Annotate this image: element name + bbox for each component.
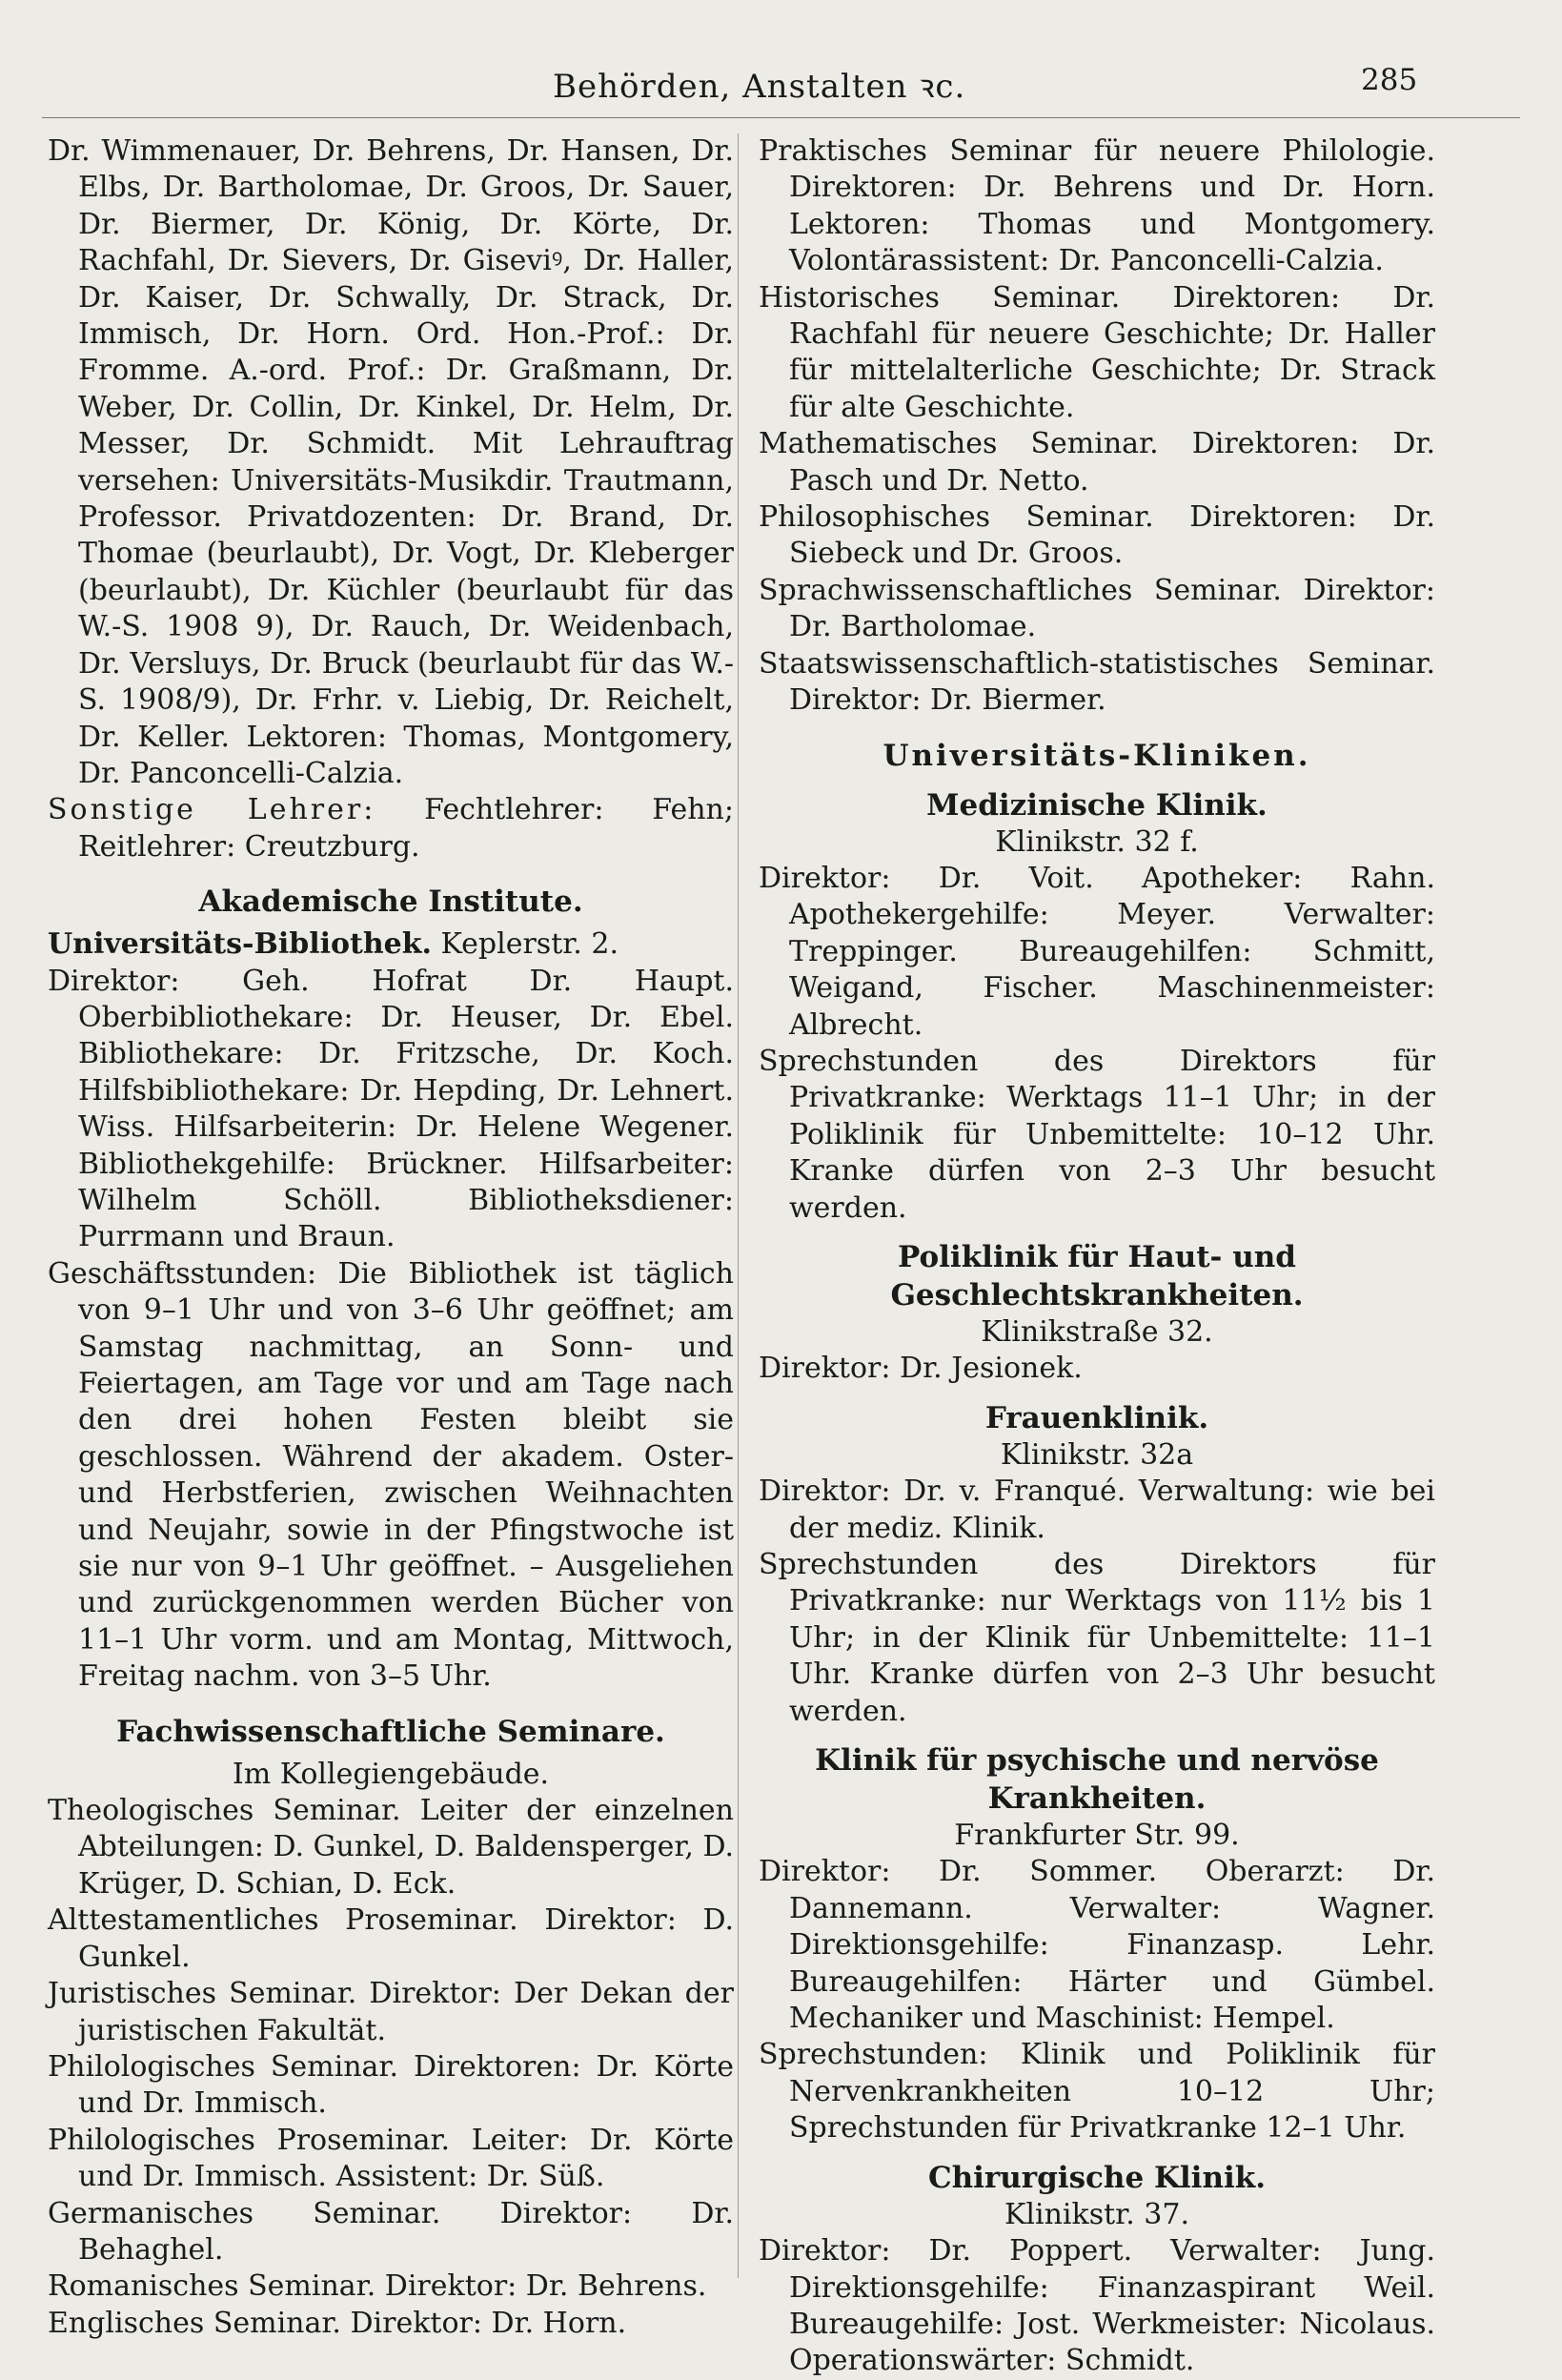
seminar-entry: Sprachwissenschaftliches Seminar. Direktor: Dr. Bartholomae. [759,573,1435,644]
header-rule [42,117,1520,118]
clinic-paragraph: Sprechstunden: Klinik und Poliklinik für Nervenkrankheiten 10–12 Uhr; Sprechstunden für Privatkranke 12–1 Uhr. [759,2038,1435,2146]
clinic-address: Klinikstr. 32 f. [995,824,1199,859]
page-number: 285 [1361,63,1418,97]
seminar-entry: Juristisches Seminar. Direktor: Der Dekan der juristischen Fakultät. [48,1977,734,2047]
faculty-list: Dr. Wimmenauer, Dr. Behrens, Dr. Hansen, Dr. Elbs, Dr. Bartholomae, Dr. Groos, Dr. Sauer, Dr. Biermer, Dr. König, Dr. Körte, Dr. Rachfahl, Dr. Sievers, Dr. Giseviꝰ, Dr. Haller, Dr. Kaiser, Dr. Schwally, Dr. Strack, Dr. Immisch, Dr. Horn. Ord. Hon.-Prof.: Dr. Fromme. A.-ord. Prof.: Dr. Graßmann, Dr. Weber, Dr. Collin, Dr. Kinkel, Dr. Helm, Dr. Messer, Dr. Schmidt. Mit Lehrauftrag versehen: Universitäts-Musikdir. Trautmann, Professor. Privatdozenten: Dr. Brand, Dr. Thomae (beurlaubt), Dr. Vogt, Dr. Kleberger (beurlaubt), Dr. Küchler (beurlaubt für das W.-S. 1908 9), Dr. Rauch, Dr. Weidenbach, Dr. Versluys, Dr. Bruck (beurlaubt für das W.-S. 1908/9), Dr. Frhr. v. Liebig, Dr. Reichelt, Dr. Keller. Lektoren: Thomas, Montgomery, Dr. Panconcelli-Calzia. [48,134,734,790]
library-title-line [48,926,734,963]
library-title: Universitäts-Bibliothek. [48,927,432,962]
seminar-entry: Historisches Seminar. Direktoren: Dr. Rachfahl für neuere Geschichte; Dr. Haller für mittelalterliche Geschichte; Dr. Strack für alte Geschichte. [759,280,1435,424]
clinic-title: Frauenklinik. [984,1400,1209,1435]
heading-seminars: Fachwissenschaftliche Seminare. [116,1714,665,1749]
heading-academic-institutes: Akademische Institute. [198,885,583,920]
column-divider [738,133,739,2278]
library-hours: Geschäftsstunden: Die Bibliothek ist täglich von 9–1 Uhr und von 3–6 Uhr geöffnet; am Samstag nachmittag, an Sonn- und Feiertagen, am Tage vor und am Tage nach den drei hohen Festen bleibt sie geschlossen. Während der akadem. Oster- und Herbstferien, zwischen Weihnachten und Neujahr, sowie in der Pfingstwoche ist sie nur von 9–1 Uhr geöffnet. – Ausgeliehen und zurückgenommen werden Bücher von 11–1 Uhr vorm. und am Montag, Mittwoch, Freitag nachm. von 3–5 Uhr. [48,1256,734,1694]
other-teachers-text: Fechtlehrer: Fehn; Reitlehrer: Creutzburg. [78,793,734,864]
clinic-address: Klinikstr. 32a [1000,1437,1194,1472]
clinic-title: Medizinische Klinik. [926,787,1268,823]
running-head: Behörden, Anstalten ꝛc. [553,68,966,106]
clinic-paragraph: Direktor: Dr. v. Franqué. Verwaltung: wie bei der mediz. Klinik. [759,1475,1435,1545]
seminar-entry: Philosophisches Seminar. Direktoren: Dr. Siebeck und Dr. Groos. [759,500,1435,571]
library-address: Keplerstr. 2. [440,927,619,962]
heading-university-clinics: Universitäts-Kliniken. [882,738,1311,773]
clinic-title: Klinik für psychische und nervöse Krankheiten. [815,1743,1379,1817]
clinic-title: Chirurgische Klinik. [927,2160,1267,2195]
other-teachers-label: Sonstige Lehrer: [48,793,376,827]
library-staff: Direktor: Geh. Hofrat Dr. Haupt. Oberbibliothekare: Dr. Heuser, Dr. Ebel. Bibliothekare: Dr. Fritzsche, Dr. Koch. Hilfsbibliothekare: Dr. Hepding, Dr. Lehnert. Wiss. Hilfsarbeiterin: Dr. Helene Wegener. Bibliothekgehilfe: Brückner. Hilfsarbeiter: Wilhelm Schöll. Bibliotheksdiener: Purrmann und Braun. [48,964,734,1254]
seminar-entry: Alttestamentliches Proseminar. Direktor: D. Gunkel. [48,1903,734,1974]
left-column [48,133,734,2342]
clinic-address: Klinikstraße 32. [981,1314,1213,1349]
clinic-paragraph: Direktor: Dr. Poppert. Verwalter: Jung. Direktionsgehilfe: Finanzaspirant Weil. Bureaugehilfe: Jost. Werkmeister: Nicolaus. Operationswärter: Schmidt. [759,2234,1435,2378]
clinic-paragraph: Sprechstunden des Direktors für Privatkranke: nur Werktags von 11½ bis 1 Uhr; in der Klinik für Unbemittelte: 11–1 Uhr. Kranke dürfen von 2–3 Uhr besucht werden. [759,1548,1435,1728]
seminar-entry: Staatswissenschaftlich-statistisches Seminar. Direktor: Dr. Biermer. [759,646,1435,718]
seminar-entry: Philologisches Proseminar. Leiter: Dr. Körte und Dr. Immisch. Assistent: Dr. Süß. [48,2123,734,2194]
seminars-location: Im Kollegiengebäude. [232,1757,550,1791]
seminar-entry: Philologisches Seminar. Direktoren: Dr. Körte und Dr. Immisch. [48,2049,734,2121]
clinic-paragraph: Direktor: Dr. Sommer. Oberarzt: Dr. Dannemann. Verwalter: Wagner. Direktionsgehilfe: Finanzasp. Lehr. Bureaugehilfen: Härter und Gümbel. Mechaniker und Maschinist: Hempel. [759,1855,1435,2036]
clinic-paragraph: Sprechstunden des Direktors für Privatkranke: Werktags 11–1 Uhr; in der Poliklinik für Unbemittelte: 10–12 Uhr. Kranke dürfen von 2–3 Uhr besucht werden. [759,1044,1435,1225]
seminar-entry: Romanisches Seminar. Direktor: Dr. Behrens. [48,2269,707,2304]
clinic-address: Frankfurter Str. 99. [954,1819,1240,1853]
clinic-title: Poliklinik für Haut- und Geschlechtskrankheiten. [890,1239,1304,1312]
clinic-address: Klinikstr. 37. [1004,2197,1189,2231]
other-teachers [48,792,734,865]
seminar-entry: Germanisches Seminar. Direktor: Dr. Behaghel. [48,2196,734,2267]
clinic-paragraph: Direktor: Dr. Jesionek. [759,1352,1083,1386]
clinic-paragraph: Direktor: Dr. Voit. Apotheker: Rahn. Apothekergehilfe: Meyer. Verwalter: Treppinger. Bureaugehilfen: Schmitt, Weigand, Fischer. Maschinenmeister: Albrecht. [759,861,1435,1042]
seminar-entry: Englisches Seminar. Direktor: Dr. Horn. [48,2306,627,2340]
right-column [759,133,1435,2380]
seminar-entry: Theologisches Seminar. Leiter der einzelnen Abteilungen: D. Gunkel, D. Baldensperger, D. Krüger, D. Schian, D. Eck. [48,1794,734,1901]
seminar-entry: Praktisches Seminar für neuere Philologie. Direktoren: Dr. Behrens und Dr. Horn. Lektoren: Thomas und Montgomery. Volontärassistent: Dr. Panconcelli-Calzia. [759,134,1435,278]
seminar-entry: Mathematisches Seminar. Direktoren: Dr. Pasch und Dr. Netto. [759,427,1435,498]
